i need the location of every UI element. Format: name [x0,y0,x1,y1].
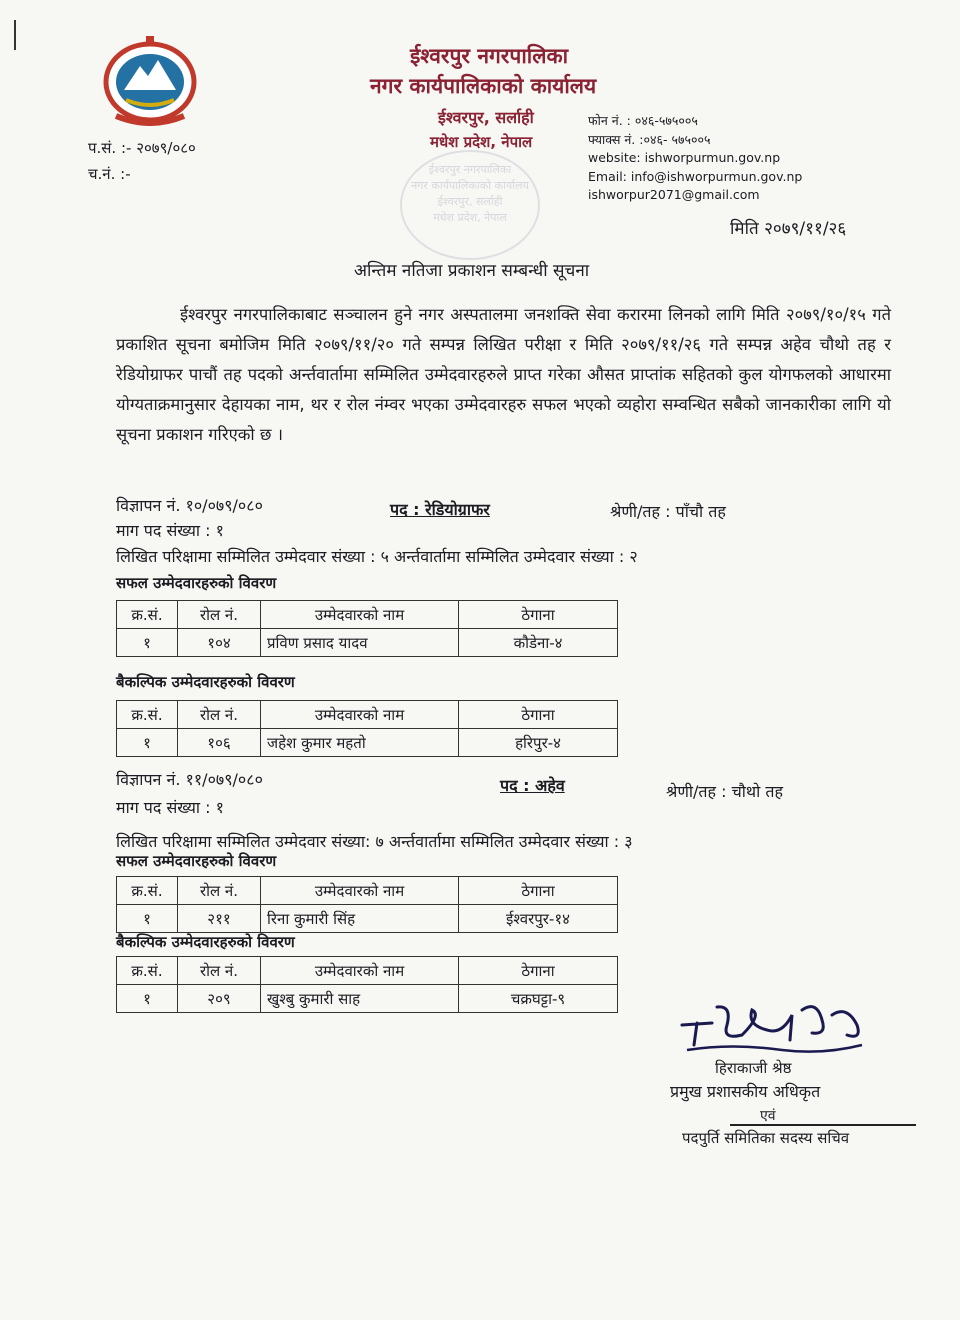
table-header-row: क्र.सं. रोल नं. उम्मेदवारको नाम ठेगाना [117,701,618,729]
office-seal-stamp: ईश्वरपुर नगरपालिका नगर कार्यपालिकाको कार्यालय ईश्वरपुर, सर्लाही मधेश प्रदेश, नेपाल [400,150,540,260]
office-location: ईश्वरपुर, सर्लाही [438,108,534,127]
section2-alt-table [116,956,618,1013]
section1-success-table [116,600,618,657]
website-text: website: ishworpurmun.gov.np [588,150,781,165]
notice-date: मिति २०७९/११/२६ [730,219,847,239]
office-subtitle: नगर कार्यपालिकाको कार्यालय [370,74,597,98]
email2-text: ishworpur2071@gmail.com [588,187,760,202]
signature-divider [730,1124,916,1126]
section1-alt-table [116,700,618,757]
section2-level: श्रेणी/तह : चौथो तह [666,782,783,801]
table-row: १ २०९ खुश्बु कुमारी साह चक्रघट्टा-९ [117,985,618,1013]
table-header-row: क्र.सं. रोल नं. उम्मेदवारको नाम ठेगाना [117,877,618,905]
handwritten-signature [672,995,892,1065]
section1-alt-title: बैकल्पिक उम्मेदवारहरुको विवरण [116,673,295,691]
section2-success-title: सफल उम्मेदवारहरुको विवरण [116,852,277,870]
signatory-designation: प्रमुख प्रशासकीय अधिकृत [670,1082,821,1101]
notice-subject: अन्तिम नतिजा प्रकाशन सम्बन्धी सूचना [354,261,590,281]
section2-demand: माग पद संख्या : १ [116,798,224,817]
notice-body: ईश्वरपुर नगरपालिकाबाट सञ्चालन हुने नगर अस्पतालमा जनशक्ति सेवा करारमा लिनको लागि मिति २०७९/१०/१५ गते प्रकाशित सूचना बमोजिम मिति २०७९/११/२० गते सम्पन्न लिखित परीक्षा र मिति २०७९/११/२६ गते सम्पन्न अहेव चौथो तह र रेडियोग्राफर पाचौं तह पदको अर्न्तवार्तामा सम्मिलित उम्मेदवारहरुले प्राप्त गरेका औसत प्राप्तांक सहितको कुल योगफलको आधारमा योग्यताक्रमानुसार देहायका नाम, थर र रोल नंम्वर भएका उम्मेदवारहरु सफल भएको व्यहोरा सम्वन्धित सबैको जानकारीका लागि यो सूचना प्रकाशन गरिएको छ । [116,305,891,444]
office-province: मधेश प्रदेश, नेपाल [430,133,533,151]
fax-text: फ्याक्स नं. :०४६- ५७५००५ [588,131,711,147]
email-text: Email: info@ishworpurmun.gov.np [588,168,803,184]
table-header-row: क्र.सं. रोल नं. उम्मेदवारको नाम ठेगाना [117,601,618,629]
signatory-role: पदपुर्ति समितिका सदस्य सचिव [682,1129,850,1147]
dispatch-number: च.नं. :- [88,165,131,183]
section1-adv-number: विज्ञापन नं. १०/०७९/०८० [116,496,263,515]
table-row: १ २११ रिना कुमारी सिंह ईश्वरपुर-१४ [117,905,618,933]
section1-level: श्रेणी/तह : पाँचौ तह [610,502,726,521]
section1-counts: लिखित परिक्षामा सम्मिलित उम्मेदवार संख्या : ५ अर्न्तवार्तामा सम्मिलित उम्मेदवार संख्या : २ [116,547,638,566]
office-name: ईश्वरपुर नगरपालिका [410,44,569,68]
signatory-name: हिराकाजी श्रेष्ठ [715,1059,792,1077]
section1-demand: माग पद संख्या : १ [116,521,224,540]
section2-success-table [116,876,618,933]
page-edge-mark [14,20,16,50]
section2-adv-number: विज्ञापन नं. ११/०७९/०८० [116,770,263,789]
section2-post: पद : अहेव [500,776,565,795]
table-row: १ १०६ जहेश कुमार महतो हरिपुर-४ [117,729,618,757]
table-header-row: क्र.सं. रोल नं. उम्मेदवारको नाम ठेगाना [117,957,618,985]
nepal-emblem-icon [96,30,204,126]
section1-success-title: सफल उम्मेदवारहरुको विवरण [116,574,277,592]
signatory-conjunction: एवं [760,1108,776,1124]
section1-post: पद : रेडियोग्राफर [390,500,490,519]
section2-alt-title: बैकल्पिक उम्मेदवारहरुको विवरण [116,933,295,951]
letter-number: प.सं. :- २०७९/०८० [88,139,196,157]
phone-text: फोन नं. : ०४६-५७५००५ [588,113,698,128]
table-row: १ १०४ प्रविण प्रसाद यादव कौडेना-४ [117,629,618,657]
contact-block [588,112,802,205]
section2-counts: लिखित परिक्षामा सम्मिलित उम्मेदवार संख्या: ७ अर्न्तवार्तामा सम्मिलित उम्मेदवार संख्या : ३ [116,832,633,851]
